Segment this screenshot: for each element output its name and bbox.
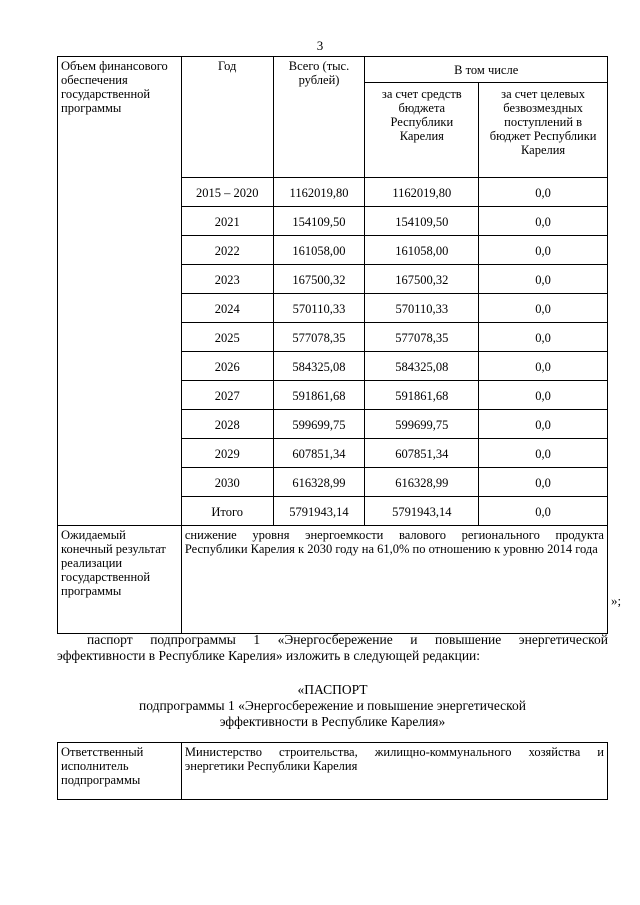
grants-cell: 0,0 (479, 439, 608, 468)
total-cell: 5791943,14 (273, 497, 365, 526)
passport-table (57, 742, 608, 800)
financing-table (57, 56, 608, 634)
result-row (58, 526, 608, 634)
budget-cell: 591861,68 (365, 381, 479, 410)
budget-cell: 161058,00 (365, 236, 479, 265)
table-row (58, 178, 608, 207)
year-cell: 2022 (181, 236, 273, 265)
grants-cell: 0,0 (479, 323, 608, 352)
year-cell: 2023 (181, 265, 273, 294)
total-cell: 584325,08 (273, 352, 365, 381)
responsible-executor-value: Министерство строительства, жилищно-коммунального хозяйства и энергетики Республики Карелия (181, 743, 607, 800)
budget-cell: 607851,34 (365, 439, 479, 468)
responsible-executor-label: Ответственный исполнитель подпрограммы (58, 743, 182, 800)
instruction-paragraph (57, 632, 608, 664)
total-cell: 607851,34 (273, 439, 365, 468)
col-grants-header: за счет целевых безвозмездных поступлений в бюджет Республики Карелия (479, 83, 608, 178)
col-year-header: Год (181, 57, 273, 178)
result-label: Ожидаемый конечный результат реализации государственной программы (58, 526, 182, 634)
total-cell: 616328,99 (273, 468, 365, 497)
year-cell: 2024 (181, 294, 273, 323)
grants-cell: 0,0 (479, 468, 608, 497)
passport-title: «ПАСПОРТ (297, 682, 368, 697)
budget-cell: 570110,33 (365, 294, 479, 323)
total-cell: 161058,00 (273, 236, 365, 265)
year-cell: 2029 (181, 439, 273, 468)
year-cell: Итого (181, 497, 273, 526)
year-cell: 2025 (181, 323, 273, 352)
grants-cell: 0,0 (479, 294, 608, 323)
col-total-header: Всего (тыс. рублей) (273, 57, 365, 178)
financing-label-continuation (58, 178, 182, 526)
col-budget-header: за счет средств бюджета Республики Карелия (365, 83, 479, 178)
grants-cell: 0,0 (479, 236, 608, 265)
result-text: снижение уровня энергоемкости валового регионального продукта Республики Карелия к 2030 году на 61,0% по отношению к уровню 2014 года (181, 526, 607, 634)
passport-subtitle-line-1: подпрограммы 1 «Энергосбережение и повышение энергетической (139, 698, 526, 713)
total-cell: 591861,68 (273, 381, 365, 410)
year-cell: 2030 (181, 468, 273, 497)
total-cell: 570110,33 (273, 294, 365, 323)
grants-cell: 0,0 (479, 497, 608, 526)
budget-cell: 599699,75 (365, 410, 479, 439)
year-cell: 2015 – 2020 (181, 178, 273, 207)
grants-cell: 0,0 (479, 178, 608, 207)
budget-cell: 167500,32 (365, 265, 479, 294)
passport-subtitle-line-2: эффективности в Республике Карелия» (219, 714, 446, 729)
total-cell: 167500,32 (273, 265, 365, 294)
total-cell: 599699,75 (273, 410, 365, 439)
year-cell: 2021 (181, 207, 273, 236)
budget-cell: 1162019,80 (365, 178, 479, 207)
year-cell: 2028 (181, 410, 273, 439)
total-cell: 577078,35 (273, 323, 365, 352)
page-number: 3 (316, 38, 324, 53)
col-including-header: В том числе (365, 57, 608, 83)
budget-cell: 577078,35 (365, 323, 479, 352)
year-cell: 2027 (181, 381, 273, 410)
total-cell: 154109,50 (273, 207, 365, 236)
grants-cell: 0,0 (479, 381, 608, 410)
grants-cell: 0,0 (479, 265, 608, 294)
budget-cell: 584325,08 (365, 352, 479, 381)
grants-cell: 0,0 (479, 352, 608, 381)
grants-cell: 0,0 (479, 207, 608, 236)
year-cell: 2026 (181, 352, 273, 381)
paragraph-line-1: паспорт подпрограммы 1 «Энергосбережение и повышение энергетической (87, 632, 608, 647)
closing-mark: »; (611, 593, 622, 608)
financing-label: Объем финансового обеспечения государственной программы (58, 57, 182, 178)
grants-cell: 0,0 (479, 410, 608, 439)
total-cell: 1162019,80 (273, 178, 365, 207)
paragraph-line-2: эффективности в Республике Карелия» изложить в следующей редакции: (57, 648, 481, 663)
budget-cell: 5791943,14 (365, 497, 479, 526)
budget-cell: 616328,99 (365, 468, 479, 497)
budget-cell: 154109,50 (365, 207, 479, 236)
